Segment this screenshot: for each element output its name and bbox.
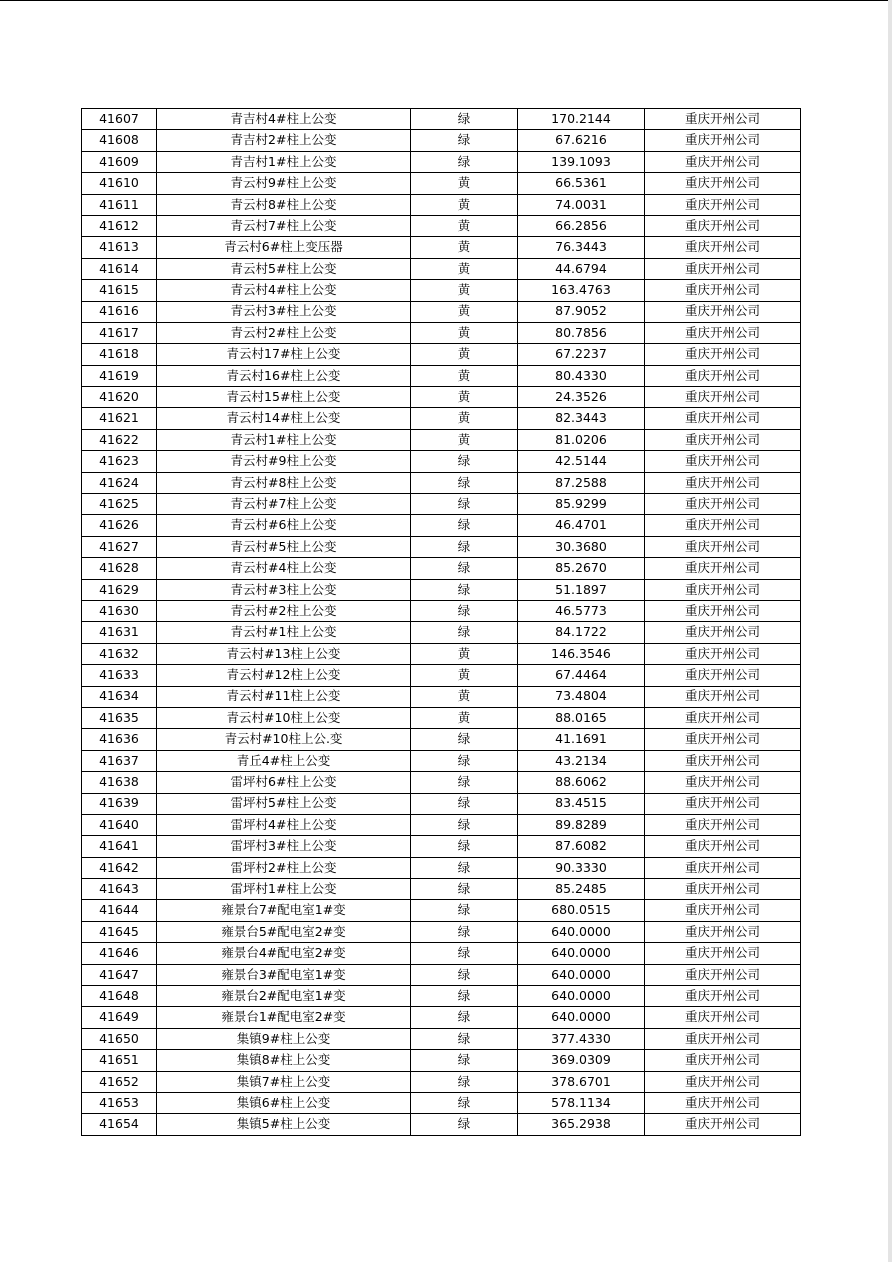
table-row [82,472,801,493]
status-color-cell: 绿 [411,964,518,985]
value-cell: 76.3443 [518,237,645,258]
status-color-cell: 绿 [411,130,518,151]
status-color-cell: 绿 [411,515,518,536]
company-cell: 重庆开州公司 [645,814,801,835]
table-row [82,151,801,172]
status-color-cell: 黄 [411,707,518,728]
transformer-name-cell: 青云村#10柱上公.变 [157,729,411,750]
company-cell: 重庆开州公司 [645,322,801,343]
transformer-name-cell: 青云村#2柱上公变 [157,600,411,621]
value-cell: 85.2485 [518,879,645,900]
company-cell: 重庆开州公司 [645,558,801,579]
value-cell: 90.3330 [518,857,645,878]
value-cell: 83.4515 [518,793,645,814]
transformer-name-cell: 集镇9#柱上公变 [157,1028,411,1049]
table-row [82,836,801,857]
company-cell: 重庆开州公司 [645,258,801,279]
table-row [82,986,801,1007]
transformer-name-cell: 青云村#3柱上公变 [157,579,411,600]
status-color-cell: 黄 [411,665,518,686]
value-cell: 80.7856 [518,322,645,343]
status-color-cell: 绿 [411,729,518,750]
status-color-cell: 黄 [411,194,518,215]
transformer-name-cell: 青云村#1柱上公变 [157,622,411,643]
value-cell: 66.2856 [518,215,645,236]
company-cell: 重庆开州公司 [645,494,801,515]
company-cell: 重庆开州公司 [645,1092,801,1113]
value-cell: 85.2670 [518,558,645,579]
row-id-cell: 41609 [82,151,157,172]
row-id-cell: 41639 [82,793,157,814]
transformer-name-cell: 青云村4#柱上公变 [157,280,411,301]
table-body [82,109,801,1136]
table-row [82,429,801,450]
table-row [82,322,801,343]
status-color-cell: 绿 [411,900,518,921]
value-cell: 41.1691 [518,729,645,750]
table-row [82,194,801,215]
transformer-name-cell: 青云村1#柱上公变 [157,429,411,450]
table-row [82,921,801,942]
row-id-cell: 41646 [82,943,157,964]
status-color-cell: 黄 [411,365,518,386]
transformer-name-cell: 青云村15#柱上公变 [157,387,411,408]
company-cell: 重庆开州公司 [645,515,801,536]
transformer-name-cell: 雷坪村4#柱上公变 [157,814,411,835]
company-cell: 重庆开州公司 [645,986,801,1007]
transformer-name-cell: 青云村9#柱上公变 [157,173,411,194]
transformer-name-cell: 青云村6#柱上变压器 [157,237,411,258]
table-row [82,237,801,258]
transformer-name-cell: 青云村#8柱上公变 [157,472,411,493]
status-color-cell: 黄 [411,215,518,236]
value-cell: 80.4330 [518,365,645,386]
row-id-cell: 41633 [82,665,157,686]
table-row [82,344,801,365]
row-id-cell: 41651 [82,1050,157,1071]
company-cell: 重庆开州公司 [645,964,801,985]
company-cell: 重庆开州公司 [645,301,801,322]
table-row [82,365,801,386]
table-row [82,1028,801,1049]
status-color-cell: 绿 [411,857,518,878]
row-id-cell: 41622 [82,429,157,450]
table-row [82,387,801,408]
transformer-name-cell: 集镇8#柱上公变 [157,1050,411,1071]
value-cell: 85.9299 [518,494,645,515]
row-id-cell: 41638 [82,772,157,793]
status-color-cell: 黄 [411,643,518,664]
row-id-cell: 41634 [82,686,157,707]
transformer-name-cell: 雷坪村3#柱上公变 [157,836,411,857]
table-row [82,943,801,964]
transformer-name-cell: 青吉村2#柱上公变 [157,130,411,151]
transformer-name-cell: 雍景台7#配电室1#变 [157,900,411,921]
row-id-cell: 41632 [82,643,157,664]
status-color-cell: 绿 [411,921,518,942]
status-color-cell: 黄 [411,344,518,365]
value-cell: 51.1897 [518,579,645,600]
table-row [82,772,801,793]
status-color-cell: 黄 [411,408,518,429]
status-color-cell: 绿 [411,536,518,557]
value-cell: 73.4804 [518,686,645,707]
row-id-cell: 41615 [82,280,157,301]
company-cell: 重庆开州公司 [645,387,801,408]
company-cell: 重庆开州公司 [645,772,801,793]
status-color-cell: 绿 [411,151,518,172]
company-cell: 重庆开州公司 [645,215,801,236]
transformer-name-cell: 青云村#6柱上公变 [157,515,411,536]
row-id-cell: 41629 [82,579,157,600]
transformer-name-cell: 青云村#11柱上公变 [157,686,411,707]
table-row [82,750,801,771]
table-row [82,1050,801,1071]
value-cell: 578.1134 [518,1092,645,1113]
table-row [82,215,801,236]
value-cell: 369.0309 [518,1050,645,1071]
transformer-name-cell: 集镇6#柱上公变 [157,1092,411,1113]
company-cell: 重庆开州公司 [645,109,801,130]
company-cell: 重庆开州公司 [645,622,801,643]
row-id-cell: 41611 [82,194,157,215]
company-cell: 重庆开州公司 [645,536,801,557]
value-cell: 87.9052 [518,301,645,322]
row-id-cell: 41607 [82,109,157,130]
company-cell: 重庆开州公司 [645,237,801,258]
transformer-name-cell: 青云村14#柱上公变 [157,408,411,429]
value-cell: 640.0000 [518,943,645,964]
row-id-cell: 41608 [82,130,157,151]
company-cell: 重庆开州公司 [645,1071,801,1092]
company-cell: 重庆开州公司 [645,280,801,301]
row-id-cell: 41654 [82,1114,157,1135]
transformer-name-cell: 青云村#12柱上公变 [157,665,411,686]
transformer-name-cell: 青云村7#柱上公变 [157,215,411,236]
table-row [82,643,801,664]
value-cell: 377.4330 [518,1028,645,1049]
value-cell: 88.0165 [518,707,645,728]
company-cell: 重庆开州公司 [645,900,801,921]
row-id-cell: 41610 [82,173,157,194]
status-color-cell: 绿 [411,451,518,472]
row-id-cell: 41652 [82,1071,157,1092]
transformer-name-cell: 集镇7#柱上公变 [157,1071,411,1092]
value-cell: 43.2134 [518,750,645,771]
transformer-name-cell: 雷坪村6#柱上公变 [157,772,411,793]
row-id-cell: 41640 [82,814,157,835]
table-row [82,707,801,728]
company-cell: 重庆开州公司 [645,472,801,493]
table-row [82,130,801,151]
company-cell: 重庆开州公司 [645,151,801,172]
company-cell: 重庆开州公司 [645,686,801,707]
row-id-cell: 41643 [82,879,157,900]
transformer-name-cell: 青云村8#柱上公变 [157,194,411,215]
value-cell: 640.0000 [518,986,645,1007]
table-row [82,408,801,429]
value-cell: 84.1722 [518,622,645,643]
company-cell: 重庆开州公司 [645,643,801,664]
transformer-name-cell: 青云村#7柱上公变 [157,494,411,515]
transformer-name-cell: 青云村2#柱上公变 [157,322,411,343]
company-cell: 重庆开州公司 [645,130,801,151]
value-cell: 89.8289 [518,814,645,835]
row-id-cell: 41623 [82,451,157,472]
status-color-cell: 绿 [411,600,518,621]
value-cell: 46.4701 [518,515,645,536]
table-row [82,665,801,686]
table-row [82,600,801,621]
row-id-cell: 41627 [82,536,157,557]
table-row [82,1071,801,1092]
company-cell: 重庆开州公司 [645,750,801,771]
value-cell: 88.6062 [518,772,645,793]
company-cell: 重庆开州公司 [645,600,801,621]
status-color-cell: 绿 [411,622,518,643]
company-cell: 重庆开州公司 [645,579,801,600]
company-cell: 重庆开州公司 [645,194,801,215]
company-cell: 重庆开州公司 [645,793,801,814]
value-cell: 170.2144 [518,109,645,130]
status-color-cell: 绿 [411,558,518,579]
status-color-cell: 黄 [411,387,518,408]
value-cell: 640.0000 [518,921,645,942]
value-cell: 81.0206 [518,429,645,450]
table-row [82,558,801,579]
row-id-cell: 41641 [82,836,157,857]
status-color-cell: 绿 [411,772,518,793]
table-row [82,579,801,600]
table-row [82,622,801,643]
status-color-cell: 绿 [411,836,518,857]
row-id-cell: 41645 [82,921,157,942]
status-color-cell: 绿 [411,793,518,814]
status-color-cell: 黄 [411,258,518,279]
table-row [82,451,801,472]
transformer-name-cell: 青云村17#柱上公变 [157,344,411,365]
table-row [82,1092,801,1113]
transformer-name-cell: 雍景台4#配电室2#变 [157,943,411,964]
value-cell: 640.0000 [518,1007,645,1028]
value-cell: 42.5144 [518,451,645,472]
status-color-cell: 绿 [411,1050,518,1071]
table-row [82,793,801,814]
row-id-cell: 41644 [82,900,157,921]
transformer-name-cell: 青云村5#柱上公变 [157,258,411,279]
status-color-cell: 绿 [411,1114,518,1135]
status-color-cell: 绿 [411,1028,518,1049]
row-id-cell: 41642 [82,857,157,878]
table-row [82,494,801,515]
status-color-cell: 绿 [411,1092,518,1113]
value-cell: 365.2938 [518,1114,645,1135]
status-color-cell: 绿 [411,494,518,515]
row-id-cell: 41624 [82,472,157,493]
value-cell: 87.2588 [518,472,645,493]
value-cell: 146.3546 [518,643,645,664]
transformer-name-cell: 青云村#13柱上公变 [157,643,411,664]
status-color-cell: 绿 [411,750,518,771]
status-color-cell: 绿 [411,472,518,493]
value-cell: 640.0000 [518,964,645,985]
company-cell: 重庆开州公司 [645,408,801,429]
table-row [82,900,801,921]
row-id-cell: 41628 [82,558,157,579]
row-id-cell: 41653 [82,1092,157,1113]
transformer-name-cell: 雍景台3#配电室1#变 [157,964,411,985]
company-cell: 重庆开州公司 [645,1114,801,1135]
company-cell: 重庆开州公司 [645,365,801,386]
company-cell: 重庆开州公司 [645,857,801,878]
transformer-name-cell: 青吉村1#柱上公变 [157,151,411,172]
table-row [82,109,801,130]
row-id-cell: 41625 [82,494,157,515]
value-cell: 378.6701 [518,1071,645,1092]
company-cell: 重庆开州公司 [645,921,801,942]
company-cell: 重庆开州公司 [645,429,801,450]
transformer-name-cell: 青云村#4柱上公变 [157,558,411,579]
page-top-border [0,0,892,1]
transformer-name-cell: 青云村#9柱上公变 [157,451,411,472]
transformer-table [81,108,801,1136]
status-color-cell: 绿 [411,879,518,900]
status-color-cell: 绿 [411,109,518,130]
transformer-name-cell: 青云村#5柱上公变 [157,536,411,557]
row-id-cell: 41619 [82,365,157,386]
status-color-cell: 黄 [411,280,518,301]
status-color-cell: 绿 [411,579,518,600]
company-cell: 重庆开州公司 [645,943,801,964]
row-id-cell: 41613 [82,237,157,258]
value-cell: 74.0031 [518,194,645,215]
company-cell: 重庆开州公司 [645,1050,801,1071]
table-row [82,814,801,835]
row-id-cell: 41616 [82,301,157,322]
page-right-edge [888,0,892,1262]
value-cell: 66.5361 [518,173,645,194]
transformer-name-cell: 雷坪村2#柱上公变 [157,857,411,878]
status-color-cell: 绿 [411,1071,518,1092]
row-id-cell: 41614 [82,258,157,279]
row-id-cell: 41636 [82,729,157,750]
status-color-cell: 黄 [411,322,518,343]
value-cell: 163.4763 [518,280,645,301]
transformer-name-cell: 雷坪村5#柱上公变 [157,793,411,814]
transformer-name-cell: 雍景台2#配电室1#变 [157,986,411,1007]
company-cell: 重庆开州公司 [645,707,801,728]
transformer-name-cell: 青丘4#柱上公变 [157,750,411,771]
row-id-cell: 41648 [82,986,157,1007]
row-id-cell: 41647 [82,964,157,985]
transformer-name-cell: 集镇5#柱上公变 [157,1114,411,1135]
row-id-cell: 41618 [82,344,157,365]
row-id-cell: 41621 [82,408,157,429]
transformer-name-cell: 青云村3#柱上公变 [157,301,411,322]
table-row [82,280,801,301]
row-id-cell: 41617 [82,322,157,343]
row-id-cell: 41626 [82,515,157,536]
company-cell: 重庆开州公司 [645,344,801,365]
table-row [82,173,801,194]
table-row [82,879,801,900]
transformer-name-cell: 雍景台5#配电室2#变 [157,921,411,942]
table-row [82,686,801,707]
status-color-cell: 黄 [411,686,518,707]
row-id-cell: 41620 [82,387,157,408]
company-cell: 重庆开州公司 [645,729,801,750]
status-color-cell: 黄 [411,301,518,322]
company-cell: 重庆开州公司 [645,836,801,857]
value-cell: 24.3526 [518,387,645,408]
transformer-name-cell: 雍景台1#配电室2#变 [157,1007,411,1028]
table-row [82,1007,801,1028]
table-row [82,301,801,322]
status-color-cell: 绿 [411,814,518,835]
value-cell: 44.6794 [518,258,645,279]
row-id-cell: 41650 [82,1028,157,1049]
transformer-name-cell: 青云村#10柱上公变 [157,707,411,728]
status-color-cell: 黄 [411,173,518,194]
value-cell: 67.2237 [518,344,645,365]
status-color-cell: 黄 [411,237,518,258]
company-cell: 重庆开州公司 [645,173,801,194]
value-cell: 680.0515 [518,900,645,921]
status-color-cell: 绿 [411,986,518,1007]
table-row [82,964,801,985]
table-row [82,857,801,878]
status-color-cell: 绿 [411,943,518,964]
value-cell: 46.5773 [518,600,645,621]
transformer-name-cell: 雷坪村1#柱上公变 [157,879,411,900]
table-row [82,729,801,750]
value-cell: 87.6082 [518,836,645,857]
company-cell: 重庆开州公司 [645,1007,801,1028]
row-id-cell: 41612 [82,215,157,236]
value-cell: 30.3680 [518,536,645,557]
row-id-cell: 41630 [82,600,157,621]
row-id-cell: 41637 [82,750,157,771]
value-cell: 67.4464 [518,665,645,686]
row-id-cell: 41635 [82,707,157,728]
table-row [82,1114,801,1135]
company-cell: 重庆开州公司 [645,1028,801,1049]
table-row [82,258,801,279]
status-color-cell: 绿 [411,1007,518,1028]
company-cell: 重庆开州公司 [645,879,801,900]
transformer-name-cell: 青云村16#柱上公变 [157,365,411,386]
table-row [82,515,801,536]
company-cell: 重庆开州公司 [645,451,801,472]
row-id-cell: 41631 [82,622,157,643]
company-cell: 重庆开州公司 [645,665,801,686]
table-row [82,536,801,557]
value-cell: 67.6216 [518,130,645,151]
value-cell: 139.1093 [518,151,645,172]
transformer-name-cell: 青吉村4#柱上公变 [157,109,411,130]
value-cell: 82.3443 [518,408,645,429]
row-id-cell: 41649 [82,1007,157,1028]
status-color-cell: 黄 [411,429,518,450]
